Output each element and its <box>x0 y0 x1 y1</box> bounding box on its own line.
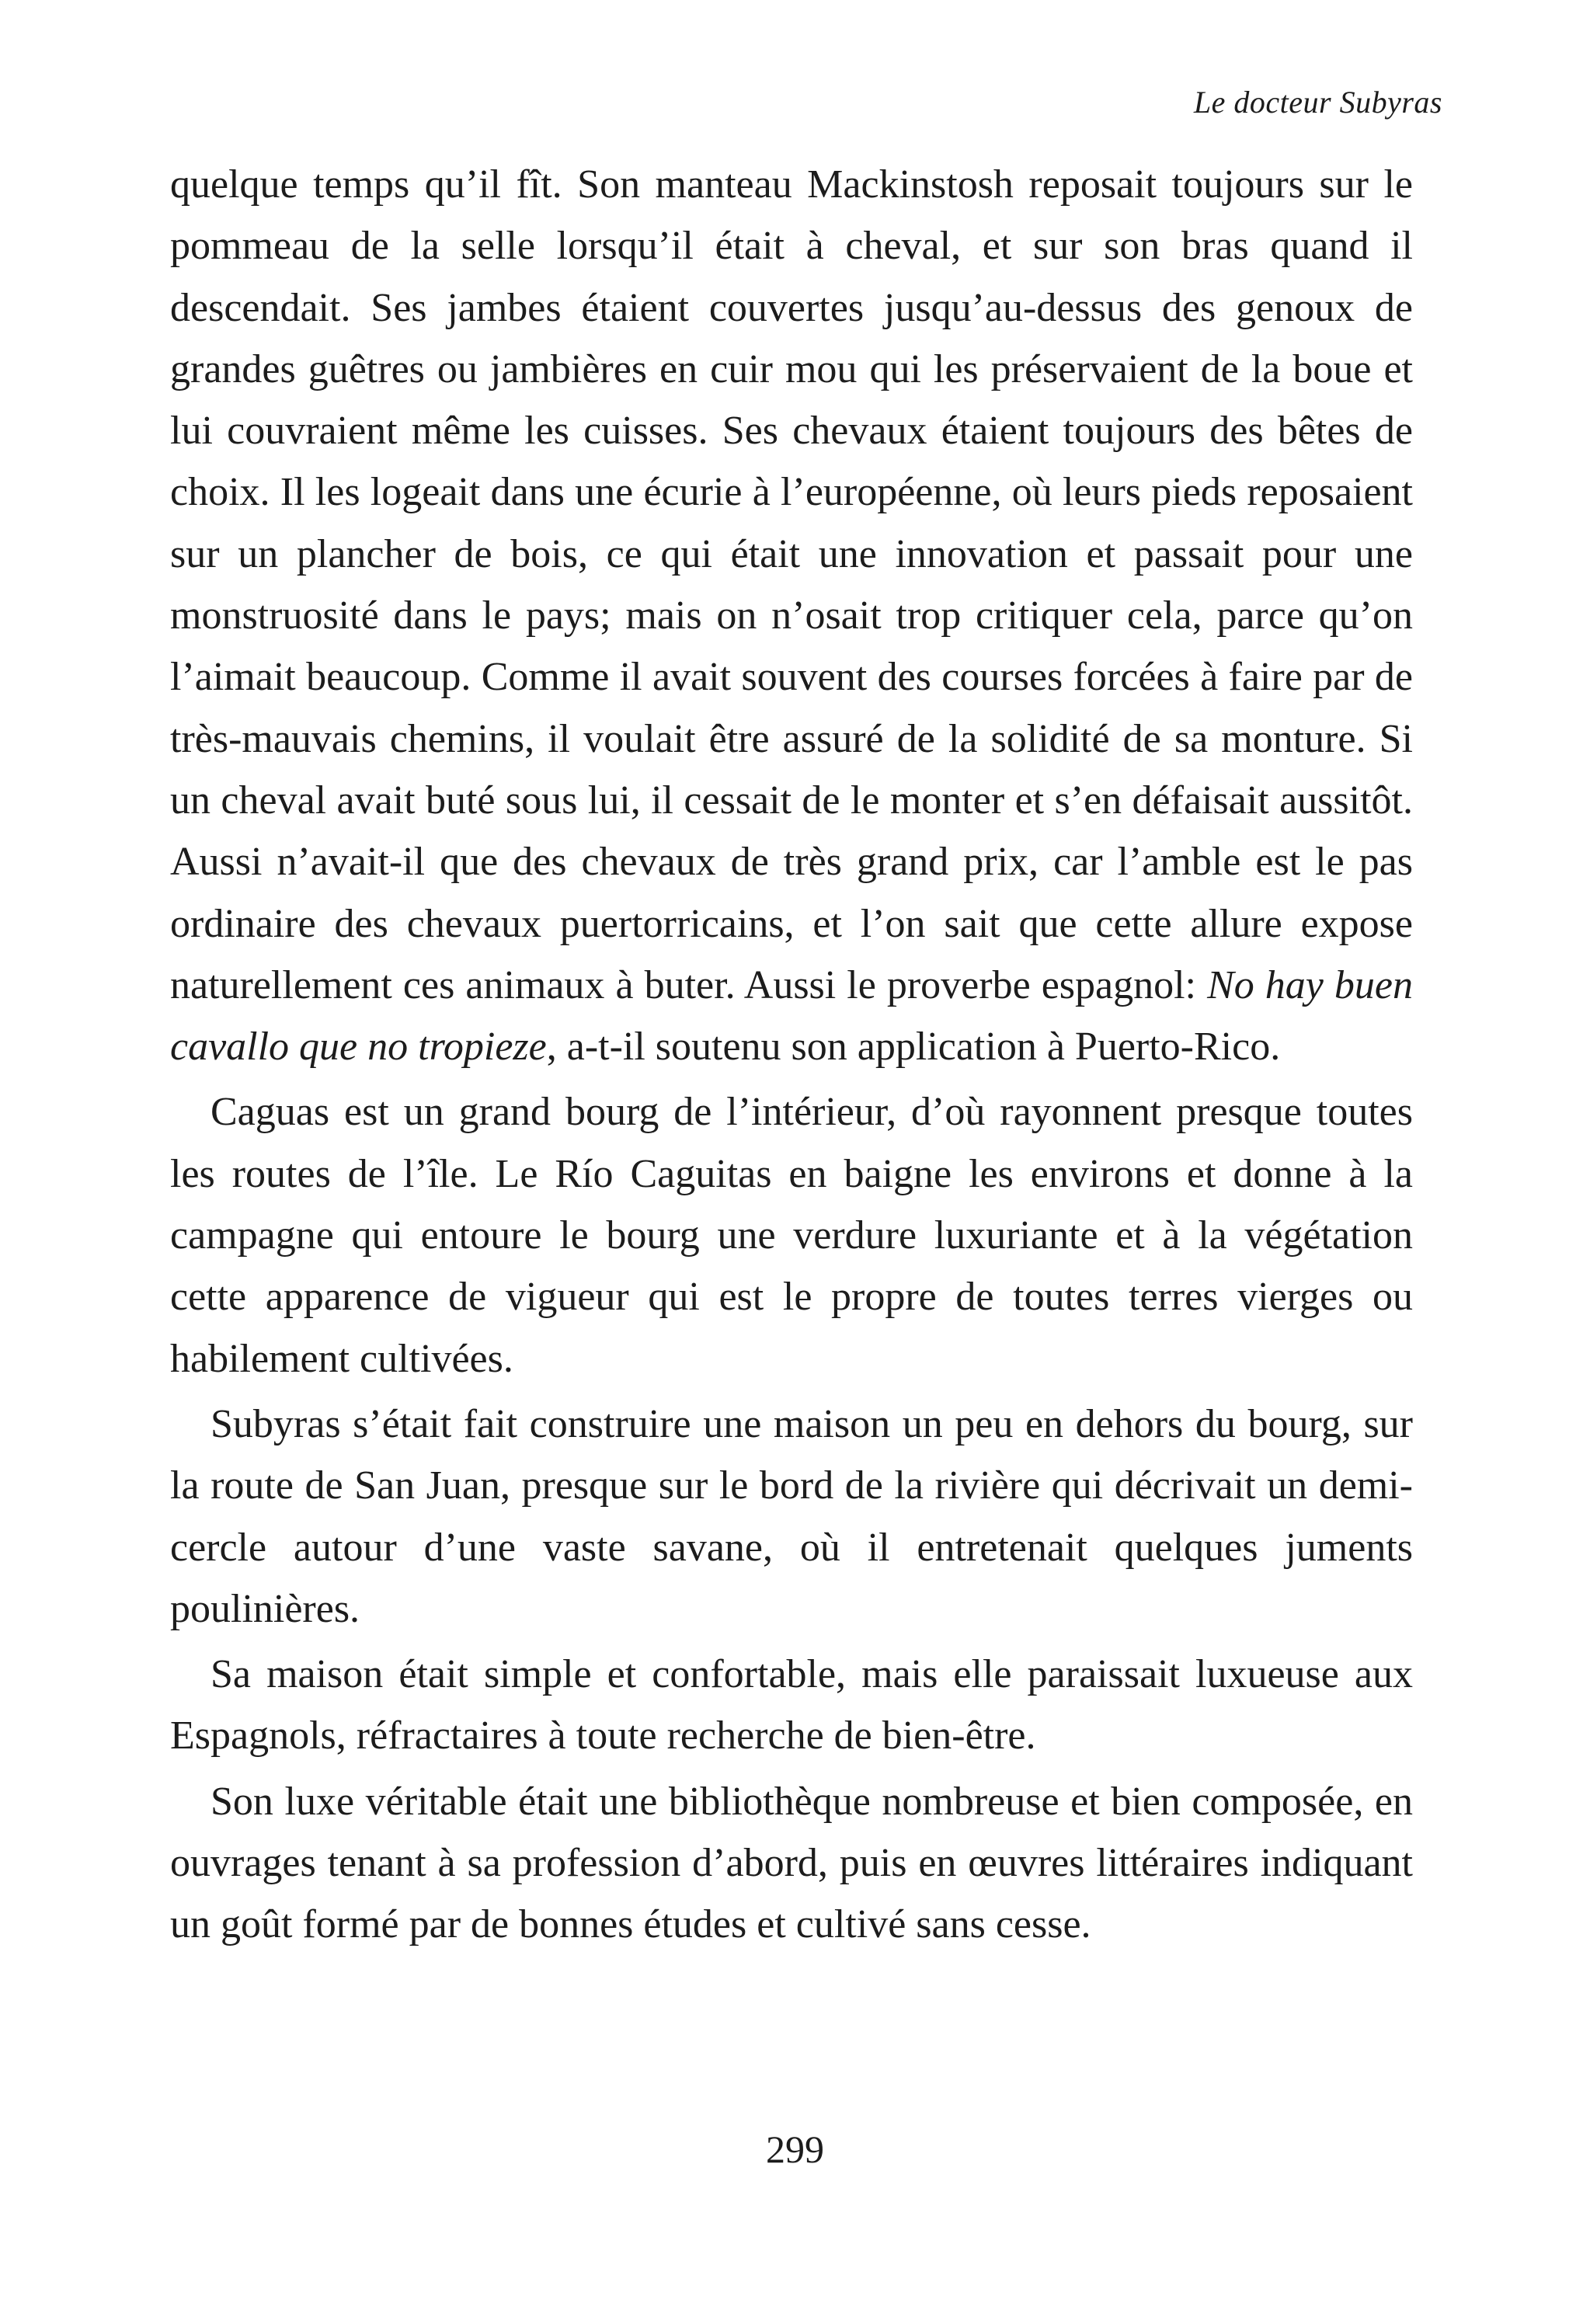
paragraph-2: Caguas est un grand bourg de l’intérieur, d’où rayonnent presque toutes les routes de l’île. Le Río Caguitas en baigne les environs et donne à la campagne qui entoure le bourg une verdure luxuriante et à la végétation cette apparence de vigueur qui est le propre de toutes terres vierges ou habilement cultivées. <box>170 1090 1413 1381</box>
paragraph-5: Son luxe véritable était une bibliothèque nombreuse et bien composée, en ouvrages tenant à sa profession d’abord, puis en œuvres littéraires indiquant un goût formé par de bonnes études et cultivé sans cesse. <box>170 1779 1413 1947</box>
body-text <box>170 154 1413 1956</box>
spanish-proverb: No hay buen cavallo que no tropieze <box>170 962 1414 1070</box>
paragraph-1-end: , a-t-il soutenu son application à Puerto-Rico. <box>546 1025 1281 1070</box>
paragraph-4: Sa maison était simple et confortable, mais elle paraissait luxueuse aux Espagnols, réfractaires à toute recherche de bien-être. <box>170 1652 1413 1759</box>
page-number: 299 <box>766 2127 824 2171</box>
paragraph-3: Subyras s’était fait construire une maison un peu en dehors du bourg, sur la route de San Juan, presque sur le bord de la rivière qui décrivait un demi-cercle autour d’une vaste savane, où il entretenait quelques juments poulinières. <box>170 1401 1413 1631</box>
paragraph-1 <box>170 154 1413 1077</box>
running-head-title: Le docteur Subyras <box>1193 85 1442 120</box>
paragraph-1-text: quelque temps qu’il fît. Son manteau Mackinstosh reposait toujours sur le pommeau de la selle lorsqu’il était à cheval, et sur son bras quand il descendait. Ses jambes étaient couvertes jusqu’au-dessus des genoux de grandes guêtres ou jambières en cuir mou qui les préservaient de la boue et lui couvraient même les cuisses. Ses chevaux étaient toujours des bêtes de choix. Il les logeait dans une écurie à l’européenne, où leurs pieds reposaient sur un plancher de bois, ce qui était une innovation et passait pour une monstruosité dans le pays; mais on n’osait trop critiquer cela, parce qu’on l’aimait beaucoup. Comme il avait souvent des courses forcées à faire par de très-mauvais chemins, il voulait être assuré de la solidité de sa monture. Si un cheval avait buté sous lui, il cessait de le monter et s’en défaisait aussitôt. Aussi n’avait-il que des chevaux de très grand prix, car l’amble est le pas ordinaire des chevaux puertorricains, et l’on sait que cette allure expose naturellement ces animaux à buter. Aussi le proverbe espagnol: <box>170 162 1413 1007</box>
